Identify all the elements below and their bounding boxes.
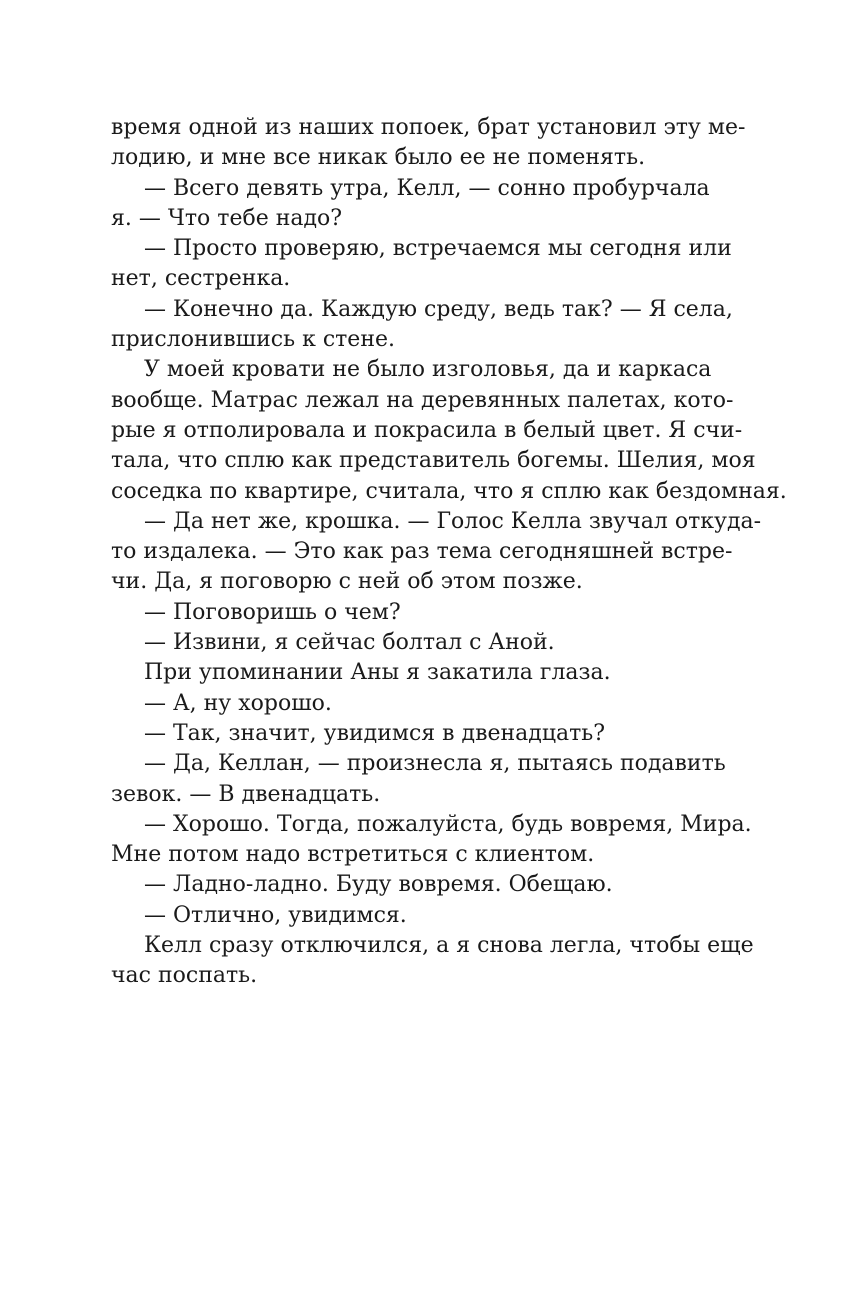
text-line: Келл сразу отключился, а я снова легла, чтобы еще <box>144 933 754 959</box>
text-line: чи. Да, я поговорю с ней об этом позже. <box>111 569 583 595</box>
text-line: время одной из наших попоек, брат установил эту ме- <box>111 115 746 140</box>
text-line: прислонившись к стене. <box>111 327 396 353</box>
text-line: тала, что сплю как представитель богемы. Шелия, моя <box>111 448 756 474</box>
body-text <box>111 113 787 992</box>
text-line: вообще. Матрас лежал на деревянных палетах, кото- <box>111 387 734 413</box>
text-line: — Конечно да. Каждую среду, ведь так? — Я села, <box>144 296 733 322</box>
text-line: лодию, и мне все никак было ее не поменять. <box>111 145 646 171</box>
text-line: — Да, Келлан, — произнесла я, пытаясь подавить <box>144 751 726 777</box>
text-line: У моей кровати не было изголовья, да и каркаса <box>144 357 712 383</box>
text-line: — Да нет же, крошка. — Голос Келла звучал откуда- <box>144 508 762 534</box>
text-line: — А, ну хорошо. <box>144 690 332 716</box>
text-line: я. — Что тебе надо? <box>111 205 343 231</box>
text-line: — Всего девять утра, Келл, — сонно пробурчала <box>144 175 710 201</box>
text-line: — Отлично, увидимся. <box>144 902 407 928</box>
text-line: зевок. — В двенадцать. <box>111 781 381 807</box>
text-line: — Так, значит, увидимся в двенадцать? <box>144 720 606 746</box>
text-line: — Хорошо. Тогда, пожалуйста, будь вовремя, Мира. <box>144 811 752 837</box>
text-line: рые я отполировала и покрасила в белый цвет. Я счи- <box>111 417 743 443</box>
text-line: При упоминании Аны я закатила глаза. <box>144 660 611 686</box>
text-line: нет, сестренка. <box>111 266 291 292</box>
text-line: то издалека. — Это как раз тема сегодняшней встре- <box>111 539 733 565</box>
text-line: — Ладно-ладно. Буду вовремя. Обещаю. <box>144 872 613 898</box>
text-line: Мне потом надо встретиться с клиентом. <box>111 842 595 868</box>
text-line: — Просто проверяю, встречаемся мы сегодня или <box>144 236 732 262</box>
text-line: соседка по квартире, считала, что я сплю как бездомная. <box>111 478 787 504</box>
text-line: — Извини, я сейчас болтал с Аной. <box>144 630 555 656</box>
text-line: — Поговоришь о чем? <box>144 599 401 625</box>
text-line: час поспать. <box>111 963 258 989</box>
